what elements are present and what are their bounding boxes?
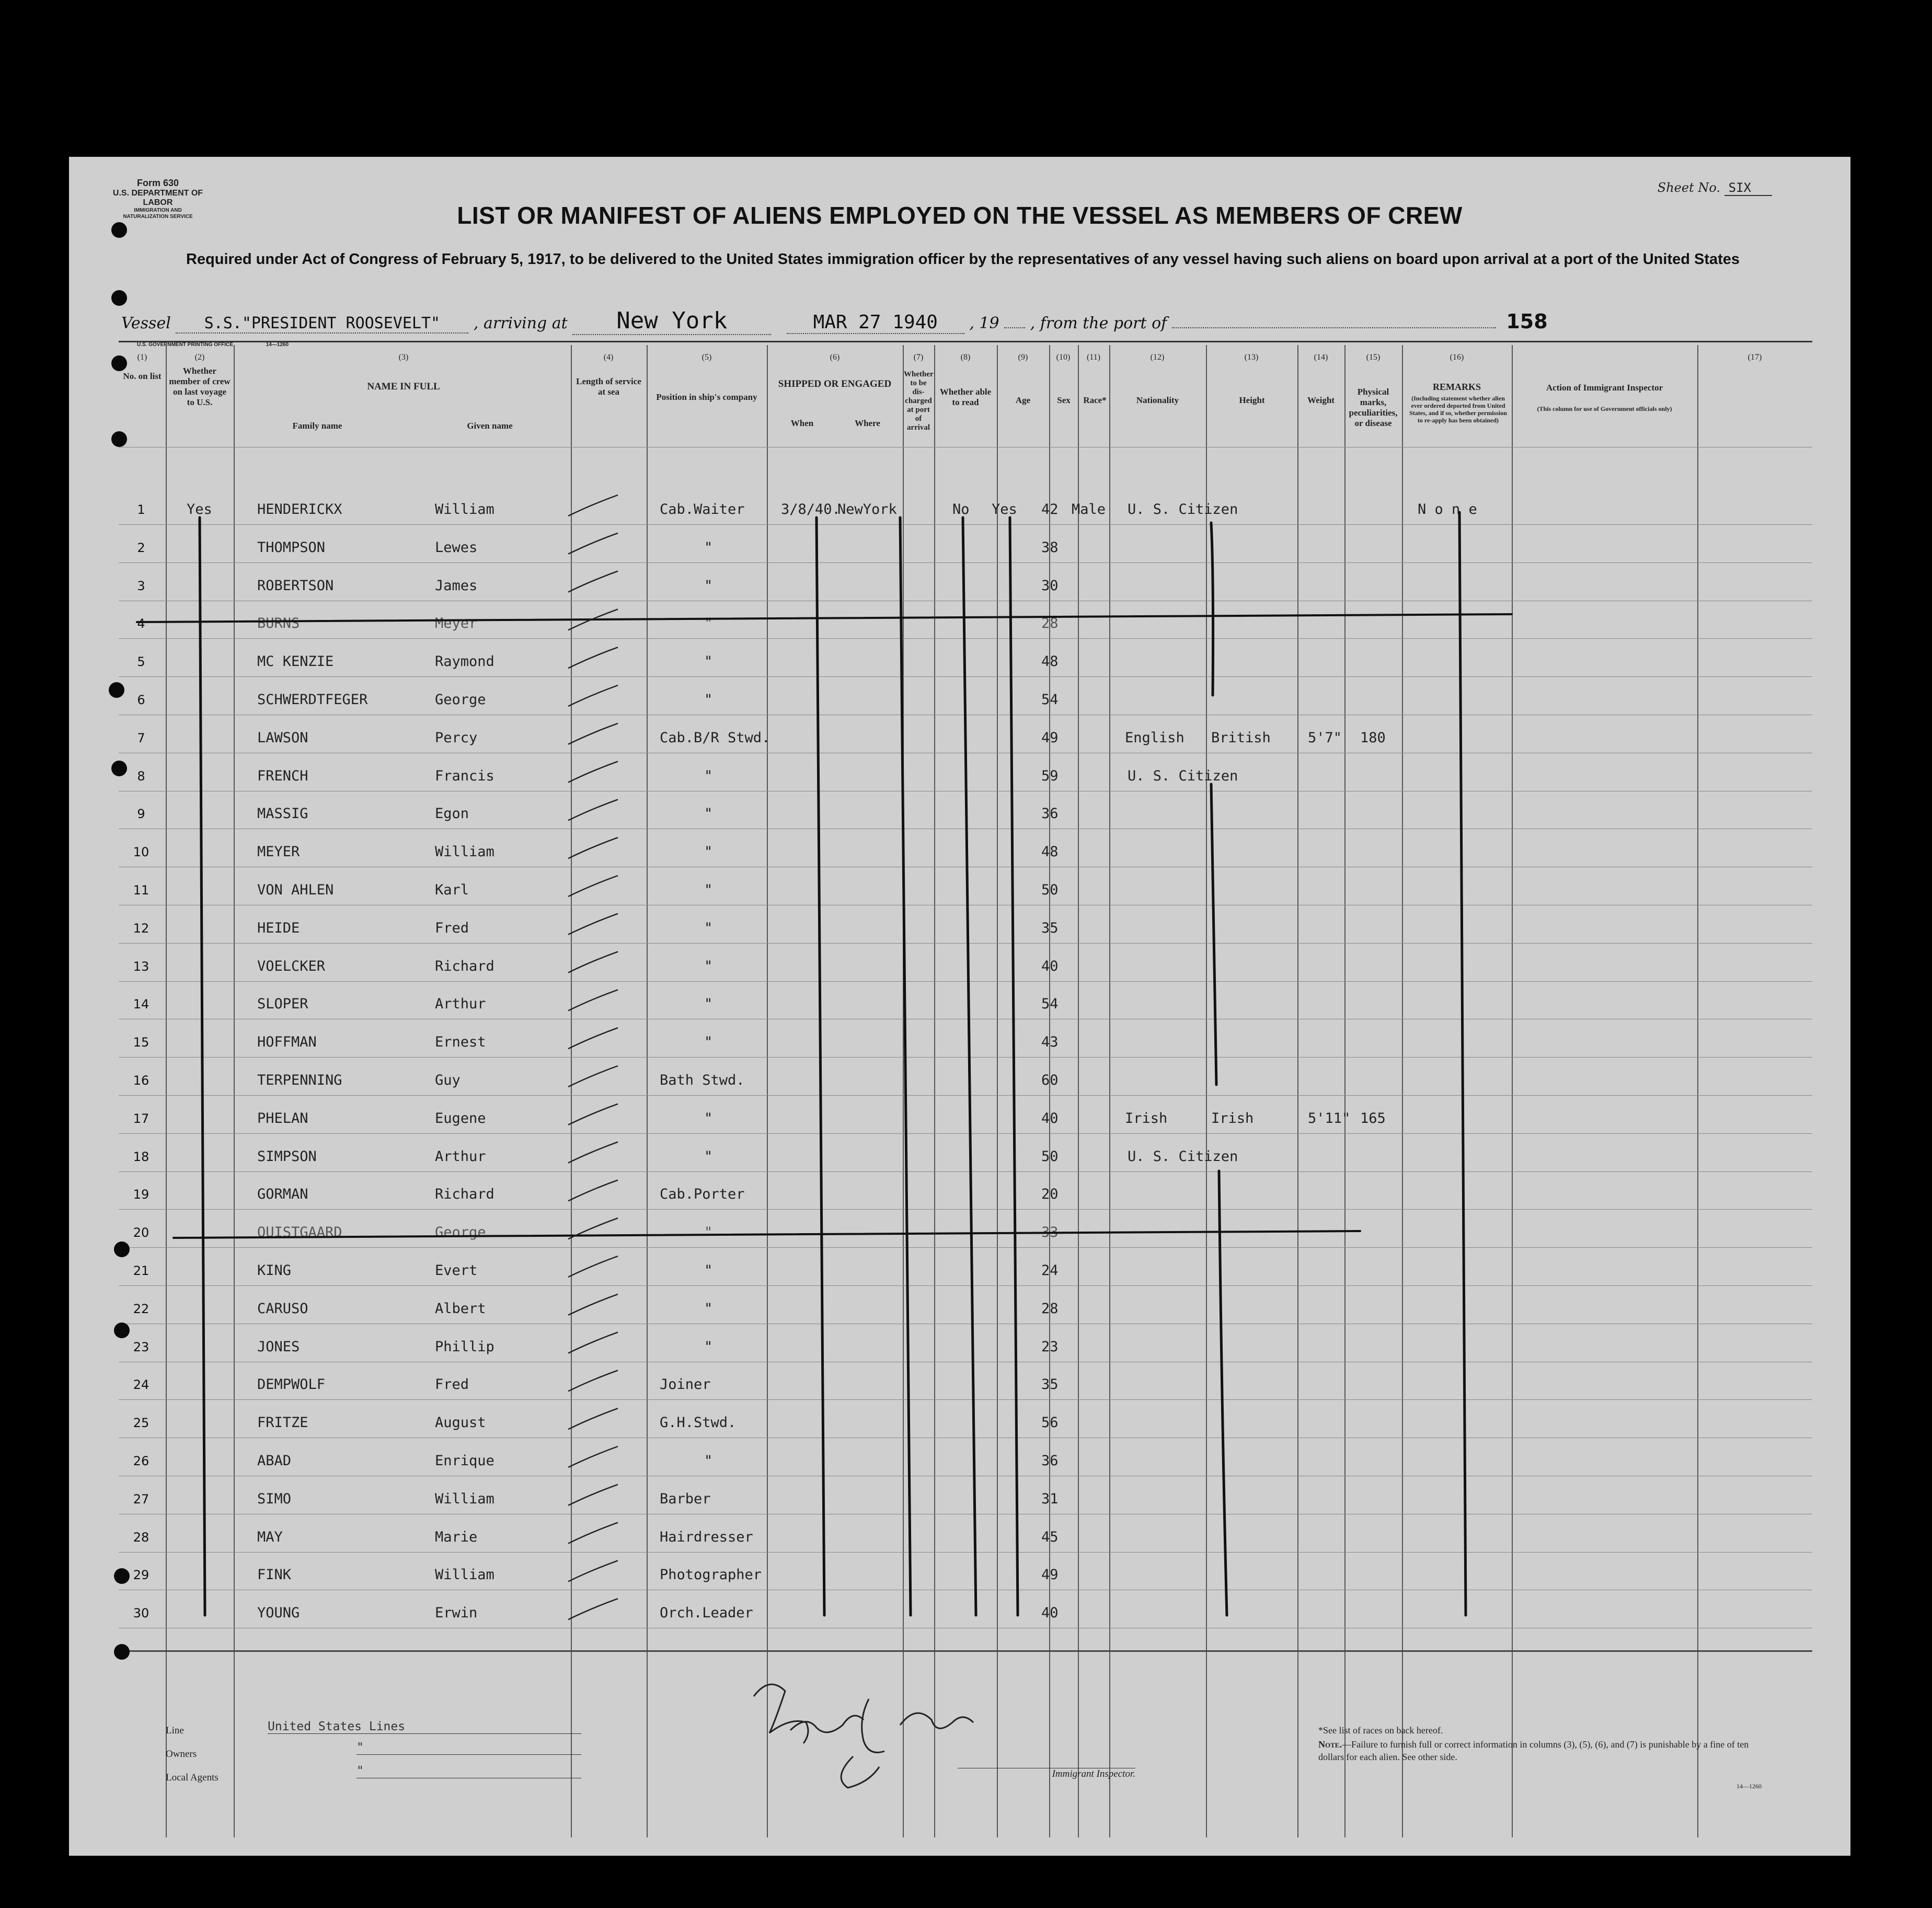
- service-tick-mark: [568, 1446, 618, 1467]
- column-number: (6): [830, 353, 840, 362]
- arrival-date-stamp: MAR 27 1940: [787, 312, 964, 334]
- print-code-top: 14—1260: [266, 342, 289, 348]
- cell-given-name: Raymond: [435, 653, 494, 670]
- service-tick-mark: [568, 1256, 618, 1277]
- cell-position: Photographer: [660, 1567, 762, 1583]
- cell-family-name: HOFFMAN: [257, 1034, 317, 1051]
- cell-position: ": [704, 1300, 713, 1317]
- service-tick-mark: [568, 799, 618, 820]
- row-number: 12: [133, 921, 150, 936]
- arriving-label: , arriving at: [473, 314, 568, 332]
- cell-age: 40: [1041, 1605, 1059, 1622]
- service-tick-mark: [568, 1560, 618, 1581]
- row-number: 28: [133, 1530, 150, 1545]
- cell-family-name: MEYER: [257, 844, 300, 860]
- column-number: (14): [1314, 353, 1328, 362]
- line-value: United States Lines: [268, 1720, 581, 1734]
- cell-position: Barber: [660, 1490, 711, 1507]
- cell-where: NewYork: [837, 501, 897, 518]
- cell-position: ": [704, 919, 713, 936]
- header-weight: Weight: [1307, 395, 1335, 405]
- service-tick-mark: [568, 762, 618, 783]
- cell-position: Cab.Porter: [660, 1186, 745, 1203]
- header-no-on-list: No. on list: [123, 371, 162, 381]
- print-code-bottom: 14—1260: [1736, 1783, 1762, 1790]
- cell-family-name: HENDERICKX: [257, 501, 342, 518]
- agents-label: Local Agents: [166, 1772, 218, 1783]
- cell-age: 31: [1041, 1490, 1059, 1507]
- cell-family-name: HEIDE: [257, 919, 300, 936]
- cell-given-name: Guy: [435, 1072, 461, 1088]
- row-number: 25: [133, 1416, 150, 1431]
- races-note: *See list of races on back hereof.: [1318, 1725, 1443, 1735]
- service-ticks: [568, 495, 618, 1619]
- cell-position: ": [704, 1110, 713, 1127]
- ditto-line-read: [1010, 518, 1018, 1615]
- cell-family-name: MASSIG: [257, 806, 308, 822]
- binder-hole: [114, 1242, 130, 1257]
- service-tick-mark: [568, 1028, 618, 1049]
- vessel-label: Vessel: [121, 314, 171, 332]
- cell-age: 45: [1041, 1528, 1059, 1545]
- header-height: Height: [1239, 395, 1265, 405]
- header-able-to-read: Whether able to read: [939, 387, 992, 407]
- cell-given-name: Meyer: [435, 615, 478, 632]
- cell-age: 38: [1041, 539, 1059, 556]
- row-number: 11: [133, 883, 150, 898]
- cell-given-name: Arthur: [435, 1148, 486, 1165]
- ditto-line-crew: [200, 518, 205, 1615]
- cell-when: 3/8/40.: [781, 501, 841, 518]
- header-crew-last-voyage: Whether member of crew on last voyage to U.S.: [169, 366, 231, 407]
- row-number: 7: [137, 730, 145, 745]
- inspector-signature: [754, 1684, 973, 1788]
- cell-given-name: William: [435, 1490, 494, 1507]
- cell-given-name: Erwin: [435, 1605, 478, 1622]
- cell-age: 50: [1041, 882, 1059, 898]
- service-tick-mark: [568, 1599, 618, 1619]
- header-family-name: Family name: [292, 421, 342, 431]
- row-number: 6: [137, 693, 145, 707]
- cell-race: English: [1125, 729, 1184, 746]
- binder-hole: [111, 761, 127, 776]
- cell-age: 48: [1041, 844, 1059, 860]
- binder-hole: [111, 222, 127, 238]
- cell-position: ": [704, 1453, 713, 1469]
- cell-given-name: William: [435, 844, 494, 860]
- ditto-line-where: [900, 518, 911, 1615]
- cell-age: 28: [1041, 1300, 1059, 1317]
- column-number: (2): [194, 353, 205, 362]
- row-number: 5: [137, 654, 145, 670]
- cell-race: Irish: [1125, 1110, 1168, 1127]
- binder-hole: [111, 431, 127, 447]
- line-label: Line: [166, 1725, 184, 1736]
- column-number: (3): [398, 353, 409, 362]
- cell-given-name: Evert: [435, 1262, 478, 1279]
- cell-family-name: GORMAN: [257, 1186, 308, 1203]
- cell-position: ": [704, 996, 713, 1013]
- service-tick-mark: [568, 952, 618, 973]
- service-name: IMMIGRATION AND NATURALIZATION SERVICE: [123, 208, 193, 220]
- sheet-number-value: SIX: [1724, 180, 1772, 196]
- cell-position: ": [704, 692, 713, 708]
- cell-given-name: Phillip: [435, 1338, 494, 1355]
- service-tick-mark: [568, 1104, 618, 1125]
- service-tick-mark: [568, 1332, 618, 1353]
- service-tick-mark: [568, 1523, 618, 1544]
- cell-family-name: FRENCH: [257, 767, 308, 784]
- cell-age: 24: [1041, 1262, 1059, 1279]
- cell-age: 28: [1041, 615, 1059, 632]
- cell-given-name: William: [435, 501, 494, 518]
- cell-family-name: BURNS: [257, 615, 300, 632]
- cell-read: Yes: [992, 501, 1017, 518]
- column-number: (7): [913, 353, 924, 362]
- cell-given-name: George: [435, 692, 486, 708]
- ditto-line-when: [816, 518, 824, 1615]
- row-number: 4: [137, 616, 145, 631]
- note-label: Note.: [1318, 1739, 1342, 1750]
- cell-family-name: SIMO: [257, 1490, 292, 1507]
- row-number: 17: [133, 1111, 150, 1126]
- manifest-sheet: [69, 157, 1850, 1856]
- arrival-port: New York: [572, 307, 771, 335]
- cell-nationality: U. S. Citizen: [1128, 767, 1238, 784]
- row-number: 26: [133, 1454, 150, 1468]
- column-number: (13): [1244, 353, 1259, 362]
- cell-family-name: FRITZE: [257, 1415, 308, 1431]
- service-tick-mark: [568, 837, 618, 858]
- binder-hole: [109, 682, 124, 698]
- row-number: 9: [137, 807, 145, 822]
- cell-age: 50: [1041, 1148, 1059, 1165]
- page-title: LIST OR MANIFEST OF ALIENS EMPLOYED ON THE VESSEL AS MEMBERS OF CREW: [457, 202, 1463, 229]
- printing-office: U.S. GOVERNMENT PRINTING OFFICE: [137, 342, 233, 348]
- cell-given-name: Lewes: [435, 539, 478, 556]
- cell-age: 43: [1041, 1034, 1059, 1051]
- page-subtitle: Required under Act of Congress of February 5, 1917, to be delivered to the United States immigration officer by the representatives of any vessel having such aliens on board upon arrival at a port of the United States: [186, 251, 1740, 268]
- ditto-line-nationality-b: [1211, 784, 1216, 1085]
- cell-given-name: Karl: [435, 882, 469, 898]
- note-text: —Failure to furnish full or correct information in columns (3), (5), (6), and (7) is punishable by a fine of ten dollars for each alien. See other side.: [1318, 1739, 1749, 1762]
- column-number: (9): [1018, 353, 1028, 362]
- cell-sex: Male: [1072, 501, 1106, 518]
- cell-position: G.H.Stwd.: [660, 1415, 737, 1431]
- cell-nationality: U. S. Citizen: [1128, 1148, 1238, 1165]
- cell-given-name: August: [435, 1415, 486, 1431]
- column-number: (12): [1150, 353, 1165, 362]
- ink-marks: [69, 157, 1850, 1856]
- header-sex: Sex: [1057, 395, 1071, 405]
- cell-given-name: William: [435, 1567, 494, 1583]
- service-tick-mark: [568, 533, 618, 554]
- cell-position: ": [704, 1262, 713, 1279]
- row-number: 30: [133, 1606, 150, 1621]
- header-inspector-action: Action of Immigrant Inspector: [1546, 383, 1663, 393]
- row-number: 29: [133, 1568, 150, 1583]
- cell-position: Cab.B/R Stwd.: [660, 729, 770, 746]
- row-number: 21: [133, 1263, 150, 1278]
- penalty-note: [1318, 1738, 1773, 1763]
- row-number: 22: [133, 1301, 150, 1316]
- form-number: Form 630: [136, 178, 179, 188]
- cell-position: Joiner: [660, 1376, 711, 1393]
- column-number: (5): [702, 353, 712, 362]
- service-tick-mark: [568, 876, 618, 896]
- year-label: , 19: [969, 314, 999, 332]
- cell-family-name: DEMPWOLF: [257, 1376, 326, 1393]
- cell-height: 5'7": [1308, 729, 1342, 746]
- row-number: 18: [133, 1149, 150, 1164]
- cell-family-name: QUISTGAARD: [257, 1224, 342, 1241]
- cell-position: ": [704, 882, 713, 898]
- inspector-label: Immigrant Inspector.: [958, 1768, 1135, 1780]
- owners-value: ": [356, 1741, 581, 1755]
- ditto-line-discharged: [963, 518, 976, 1615]
- cell-age: 59: [1041, 767, 1059, 784]
- cell-family-name: CARUSO: [257, 1300, 308, 1317]
- header-physical-marks: Physical marks, peculiarities, or disease: [1349, 387, 1398, 428]
- column-number: (11): [1086, 353, 1101, 362]
- cell-position: Cab.Waiter: [660, 501, 745, 518]
- cell-age: 42: [1041, 501, 1059, 518]
- header-race: Race*: [1083, 395, 1107, 405]
- cell-age: 40: [1041, 958, 1059, 974]
- cell-age: 60: [1041, 1072, 1059, 1088]
- row-number: 3: [137, 578, 145, 593]
- cell-position: ": [704, 844, 713, 860]
- cell-family-name: ABAD: [257, 1453, 292, 1469]
- header-shipped-or-engaged: SHIPPED OR ENGAGED: [778, 378, 892, 389]
- department-name: U.S. DEPARTMENT OF LABOR: [112, 188, 203, 208]
- header-when: When: [790, 418, 814, 428]
- column-number: (16): [1450, 353, 1464, 362]
- cell-family-name: JONES: [257, 1338, 300, 1355]
- row-number: 14: [133, 997, 150, 1012]
- cell-height: 5'11": [1308, 1110, 1351, 1127]
- cell-position: ": [704, 615, 713, 632]
- service-tick-mark: [568, 1485, 618, 1505]
- header-remarks: REMARKS: [1432, 382, 1481, 392]
- sheet-number-label: Sheet No.: [1657, 180, 1720, 195]
- cell-position: ": [704, 653, 713, 670]
- header-discharged: Whether to be dis-charged at port of arrival: [904, 370, 934, 432]
- cell-age: 30: [1041, 577, 1059, 594]
- header-length-of-service: Length of service at sea: [576, 376, 641, 397]
- cell-age: 36: [1041, 806, 1059, 822]
- service-tick-mark: [568, 1066, 618, 1087]
- cell-given-name: Richard: [435, 958, 494, 974]
- cell-position: ": [704, 958, 713, 974]
- cell-position: ": [704, 539, 713, 556]
- cell-position: Bath Stwd.: [660, 1072, 745, 1088]
- cell-family-name: VON AHLEN: [257, 882, 334, 898]
- cell-age: 54: [1041, 692, 1059, 708]
- row-number: 15: [133, 1035, 150, 1050]
- header-position: Position in ship's company: [656, 392, 757, 402]
- binder-hole: [114, 1568, 130, 1584]
- column-number: (10): [1056, 353, 1071, 362]
- cell-family-name: THOMPSON: [257, 539, 326, 556]
- service-tick-mark: [568, 685, 618, 706]
- cell-physical-marks: N o n e: [1418, 501, 1477, 518]
- cell-family-name: PHELAN: [257, 1110, 308, 1127]
- cell-family-name: TERPENNING: [257, 1072, 342, 1088]
- cell-position: ": [704, 1224, 713, 1241]
- cell-family-name: YOUNG: [257, 1605, 300, 1622]
- cell-nationality: U. S. Citizen: [1128, 501, 1238, 518]
- cell-age: 33: [1041, 1224, 1059, 1241]
- cell-family-name: SLOPER: [257, 996, 308, 1013]
- cell-family-name: VOELCKER: [257, 958, 326, 974]
- owners-label: Owners: [166, 1749, 197, 1760]
- cell-family-name: SIMPSON: [257, 1148, 317, 1165]
- column-number: (8): [960, 353, 971, 362]
- row-number: 23: [133, 1339, 150, 1354]
- cell-given-name: Ernest: [435, 1034, 486, 1051]
- cell-given-name: Fred: [435, 1376, 469, 1393]
- cell-family-name: MAY: [257, 1528, 283, 1545]
- cell-age: 40: [1041, 1110, 1059, 1127]
- cell-age: 49: [1041, 729, 1059, 746]
- cell-given-name: Egon: [435, 806, 469, 822]
- cell-age: 56: [1041, 1415, 1059, 1431]
- cell-position: Hairdresser: [660, 1528, 753, 1545]
- cell-given-name: Francis: [435, 767, 494, 784]
- header-nationality: Nationality: [1136, 395, 1179, 405]
- header-where: Where: [855, 418, 880, 428]
- cell-age: 36: [1041, 1453, 1059, 1469]
- strike-line-row-20: [174, 1231, 1360, 1238]
- service-tick-mark: [568, 1408, 618, 1429]
- cell-discharged: No: [952, 501, 970, 518]
- service-tick-mark: [568, 1142, 618, 1163]
- header-age: Age: [1015, 395, 1031, 405]
- vessel-name: S.S."PRESIDENT ROOSEVELT": [176, 314, 468, 334]
- cell-weight: 165: [1360, 1110, 1386, 1127]
- column-number: (1): [137, 353, 147, 362]
- cell-age: 35: [1041, 1376, 1059, 1393]
- cell-age: 49: [1041, 1567, 1059, 1583]
- column-number: (4): [603, 353, 614, 362]
- service-tick-mark: [568, 495, 618, 516]
- cell-given-name: Richard: [435, 1186, 494, 1203]
- row-number: 1: [137, 502, 145, 517]
- row-number: 2: [137, 540, 145, 555]
- cell-given-name: Arthur: [435, 996, 486, 1013]
- cell-given-name: Enrique: [435, 1453, 494, 1469]
- cell-age: 54: [1041, 996, 1059, 1013]
- cell-weight: 180: [1360, 729, 1386, 746]
- binder-hole: [111, 290, 127, 306]
- cell-position: ": [704, 577, 713, 594]
- cell-given-name: Eugene: [435, 1110, 486, 1127]
- row-number: 8: [137, 768, 145, 784]
- binder-hole: [111, 355, 127, 371]
- row-number: 10: [133, 845, 150, 860]
- service-tick-mark: [568, 914, 618, 935]
- ditto-line-nationality-c: [1219, 1171, 1227, 1615]
- row-number: 20: [133, 1225, 150, 1240]
- ditto-line-marks: [1459, 512, 1466, 1615]
- service-tick-mark: [568, 1180, 618, 1201]
- cell-family-name: KING: [257, 1262, 292, 1279]
- cell-position: ": [704, 767, 713, 784]
- service-tick-mark: [568, 647, 618, 668]
- cell-family-name: MC KENZIE: [257, 653, 334, 670]
- row-number: 19: [133, 1187, 150, 1202]
- row-number: 16: [133, 1073, 150, 1088]
- strike-line-row-4: [137, 614, 1512, 622]
- header-name-in-full: NAME IN FULL: [367, 381, 440, 392]
- ditto-line-nationality-a: [1211, 523, 1213, 695]
- row-number: 27: [133, 1491, 150, 1507]
- cell-crew: Yes: [187, 501, 212, 518]
- column-number: (15): [1366, 353, 1381, 362]
- cell-given-name: Percy: [435, 729, 478, 746]
- page-stamp-number: 158: [1506, 310, 1548, 333]
- cell-age: 23: [1041, 1338, 1059, 1355]
- cell-family-name: FINK: [257, 1567, 292, 1583]
- service-tick-mark: [568, 571, 618, 592]
- service-tick-mark: [568, 723, 618, 744]
- header-remarks-note: (Including statement whether alien ever ordered deported from United States, and if so, whether permission to re-apply has been obtained): [1409, 395, 1507, 424]
- column-number: (17): [1747, 353, 1762, 362]
- service-tick-mark: [568, 1294, 618, 1315]
- binder-hole: [114, 1323, 130, 1338]
- cell-age: 48: [1041, 653, 1059, 670]
- cell-position: ": [704, 1034, 713, 1051]
- row-number: 24: [133, 1377, 150, 1393]
- cell-position: Orch.Leader: [660, 1605, 753, 1622]
- cell-family-name: LAWSON: [257, 729, 308, 746]
- cell-age: 35: [1041, 919, 1059, 936]
- cell-position: ": [704, 806, 713, 822]
- cell-family-name: ROBERTSON: [257, 577, 334, 594]
- cell-given-name: Albert: [435, 1300, 486, 1317]
- cell-age: 20: [1041, 1186, 1059, 1203]
- cell-given-name: George: [435, 1224, 486, 1241]
- cell-nationality: British: [1211, 729, 1271, 746]
- service-tick-mark: [568, 1370, 618, 1391]
- row-number: 13: [133, 959, 150, 974]
- service-tick-mark: [568, 990, 618, 1010]
- from-port-label: , from the port of: [1030, 314, 1167, 332]
- cell-family-name: SCHWERDTFEGER: [257, 692, 368, 708]
- cell-given-name: Fred: [435, 919, 469, 936]
- header-given-name: Given name: [467, 421, 513, 431]
- cell-position: ": [704, 1148, 713, 1165]
- binder-hole: [114, 1644, 130, 1660]
- cell-given-name: James: [435, 577, 478, 594]
- header-inspector-note: (This column for use of Government officials only): [1537, 405, 1672, 412]
- cell-nationality: Irish: [1211, 1110, 1254, 1127]
- cell-position: ": [704, 1338, 713, 1355]
- agents-value: ": [356, 1764, 581, 1778]
- cell-given-name: Marie: [435, 1528, 478, 1545]
